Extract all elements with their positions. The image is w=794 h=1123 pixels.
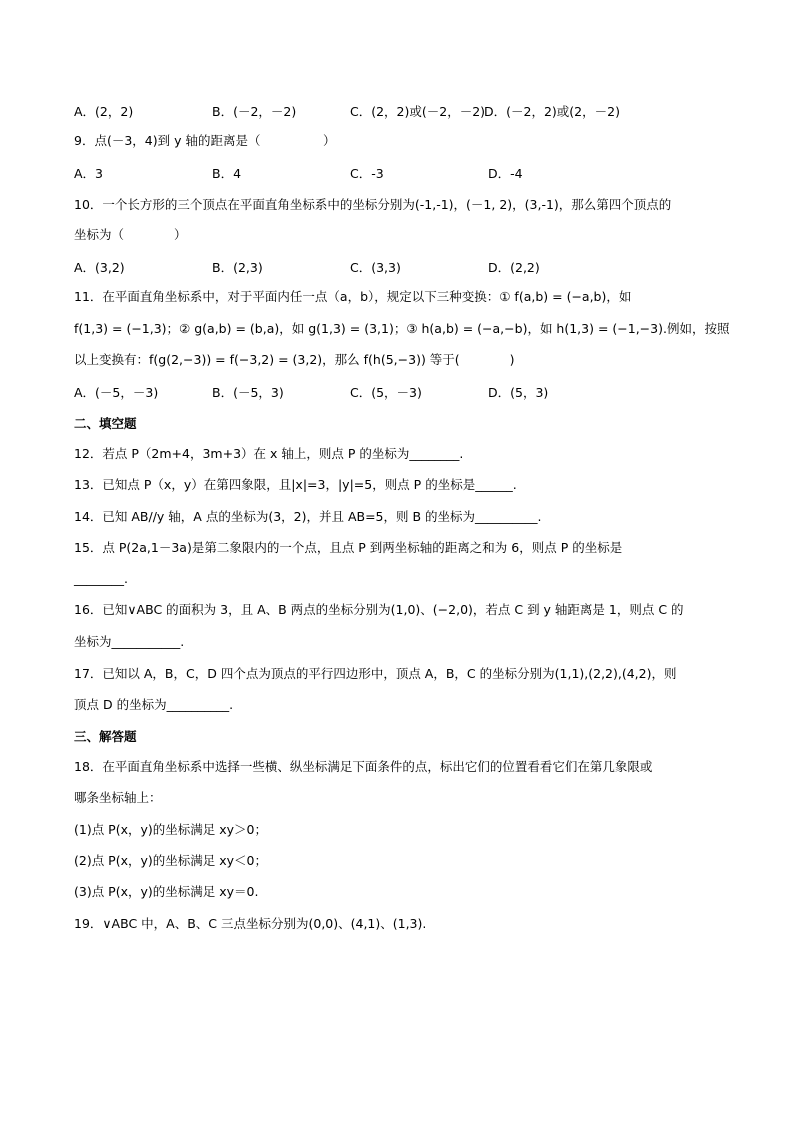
- q16-stem-line1: 16．已知∨ABC 的面积为 3，且 A、B 两点的坐标分别为(1,0)、(−2,0)，若点 C 到 y 轴距离是 1，则点 C 的: [74, 602, 684, 617]
- q9-option-b[interactable]: B．4: [212, 166, 242, 181]
- q9-stem: 9．点(－3，4)到 y 轴的距离是（ ）: [74, 133, 336, 148]
- q11-option-a[interactable]: A．(－5，－3): [74, 385, 159, 400]
- q18-subquestion-1: (1)点 P(x，y)的坐标满足 xy＞0；: [74, 822, 267, 837]
- q14-stem: 14．已知 AB//y 轴，A 点的坐标为(3，2)，并且 AB=5，则 B 的坐标为__________.: [74, 509, 542, 524]
- q16-stem-line2: 坐标为___________.: [74, 634, 185, 649]
- q11-options: [74, 383, 734, 401]
- q11-stem-line1: 11．在平面直角坐标系中，对于平面内任一点（a，b），规定以下三种变换：① f(a,b) = (−a,b)，如: [74, 289, 632, 304]
- q15-stem-line2: ________.: [74, 571, 128, 586]
- q15-stem-line1: 15．点 P(2a,1－3a)是第二象限内的一个点，且点 P 到两坐标轴的距离之和为 6，则点 P 的坐标是: [74, 540, 623, 555]
- q19-stem: 19．∨ABC 中，A、B、C 三点坐标分别为(0,0)、(4,1)、(1,3).: [74, 916, 427, 931]
- q10-stem-line1: 10．一个长方形的三个顶点在平面直角坐标系中的坐标分别为(-1,-1)，(－1, 2)，(3,-1)，那么第四个顶点的: [74, 197, 672, 212]
- q9-option-a[interactable]: A．3: [74, 166, 104, 181]
- q9-option-c[interactable]: C．-3: [350, 166, 384, 181]
- q11-stem-line2: f(1,3) = (−1,3)；② g(a,b) = (b,a)，如 g(1,3) = (3,1)；③ h(a,b) = (−a,−b)，如 h(1,3) = (−1,−3).例如，按照: [74, 321, 730, 336]
- section-answer-heading: 三、解答题: [74, 729, 137, 744]
- q10-options: [74, 258, 734, 276]
- q8-option-d[interactable]: D．(－2，2)或(2，－2): [484, 104, 620, 119]
- q11-option-b[interactable]: B．(－5，3): [212, 385, 284, 400]
- q10-option-a[interactable]: A．(3,2): [74, 260, 125, 275]
- section-fill-in-heading: 二、填空题: [74, 416, 137, 431]
- q10-option-d[interactable]: D．(2,2): [488, 260, 540, 275]
- q10-option-c[interactable]: C．(3,3): [350, 260, 401, 275]
- q9-option-d[interactable]: D．-4: [488, 166, 523, 181]
- q17-stem-line1: 17．已知以 A，B，C，D 四个点为顶点的平行四边形中，顶点 A，B，C 的坐标分别为(1,1),(2,2),(4,2)，则: [74, 666, 677, 681]
- q10-option-b[interactable]: B．(2,3): [212, 260, 263, 275]
- q10-stem-line2: 坐标为（ ）: [74, 227, 187, 242]
- q9-options: [74, 164, 734, 182]
- q11-option-c[interactable]: C．(5，－3): [350, 385, 422, 400]
- q18-subquestion-3: (3)点 P(x，y)的坐标满足 xy＝0.: [74, 884, 259, 899]
- q8-option-a[interactable]: A．(2，2): [74, 104, 134, 119]
- q11-option-d[interactable]: D．(5，3): [488, 385, 549, 400]
- q8-option-c[interactable]: C．(2，2)或(－2，－2): [350, 104, 486, 119]
- q18-stem-line1: 18．在平面直角坐标系中选择一些横、纵坐标满足下面条件的点，标出它们的位置看看它们在第几象限或: [74, 759, 653, 774]
- q12-stem: 12．若点 P（2m+4，3m+3）在 x 轴上，则点 P 的坐标为________.: [74, 446, 464, 461]
- q8-options: [74, 102, 734, 120]
- q18-stem-line2: 哪条坐标轴上：: [74, 790, 162, 805]
- q13-stem: 13．已知点 P（x，y）在第四象限，且|x|=3，|y|=5，则点 P 的坐标是______.: [74, 477, 517, 492]
- q8-option-b[interactable]: B．(－2，－2): [212, 104, 297, 119]
- q11-stem-line3: 以上变换有：f(g(2,−3)) = f(−3,2) = (3,2)，那么 f(h(5,−3)) 等于( ): [74, 352, 515, 367]
- q17-stem-line2: 顶点 D 的坐标为__________.: [74, 697, 234, 712]
- q18-subquestion-2: (2)点 P(x，y)的坐标满足 xy＜0；: [74, 853, 267, 868]
